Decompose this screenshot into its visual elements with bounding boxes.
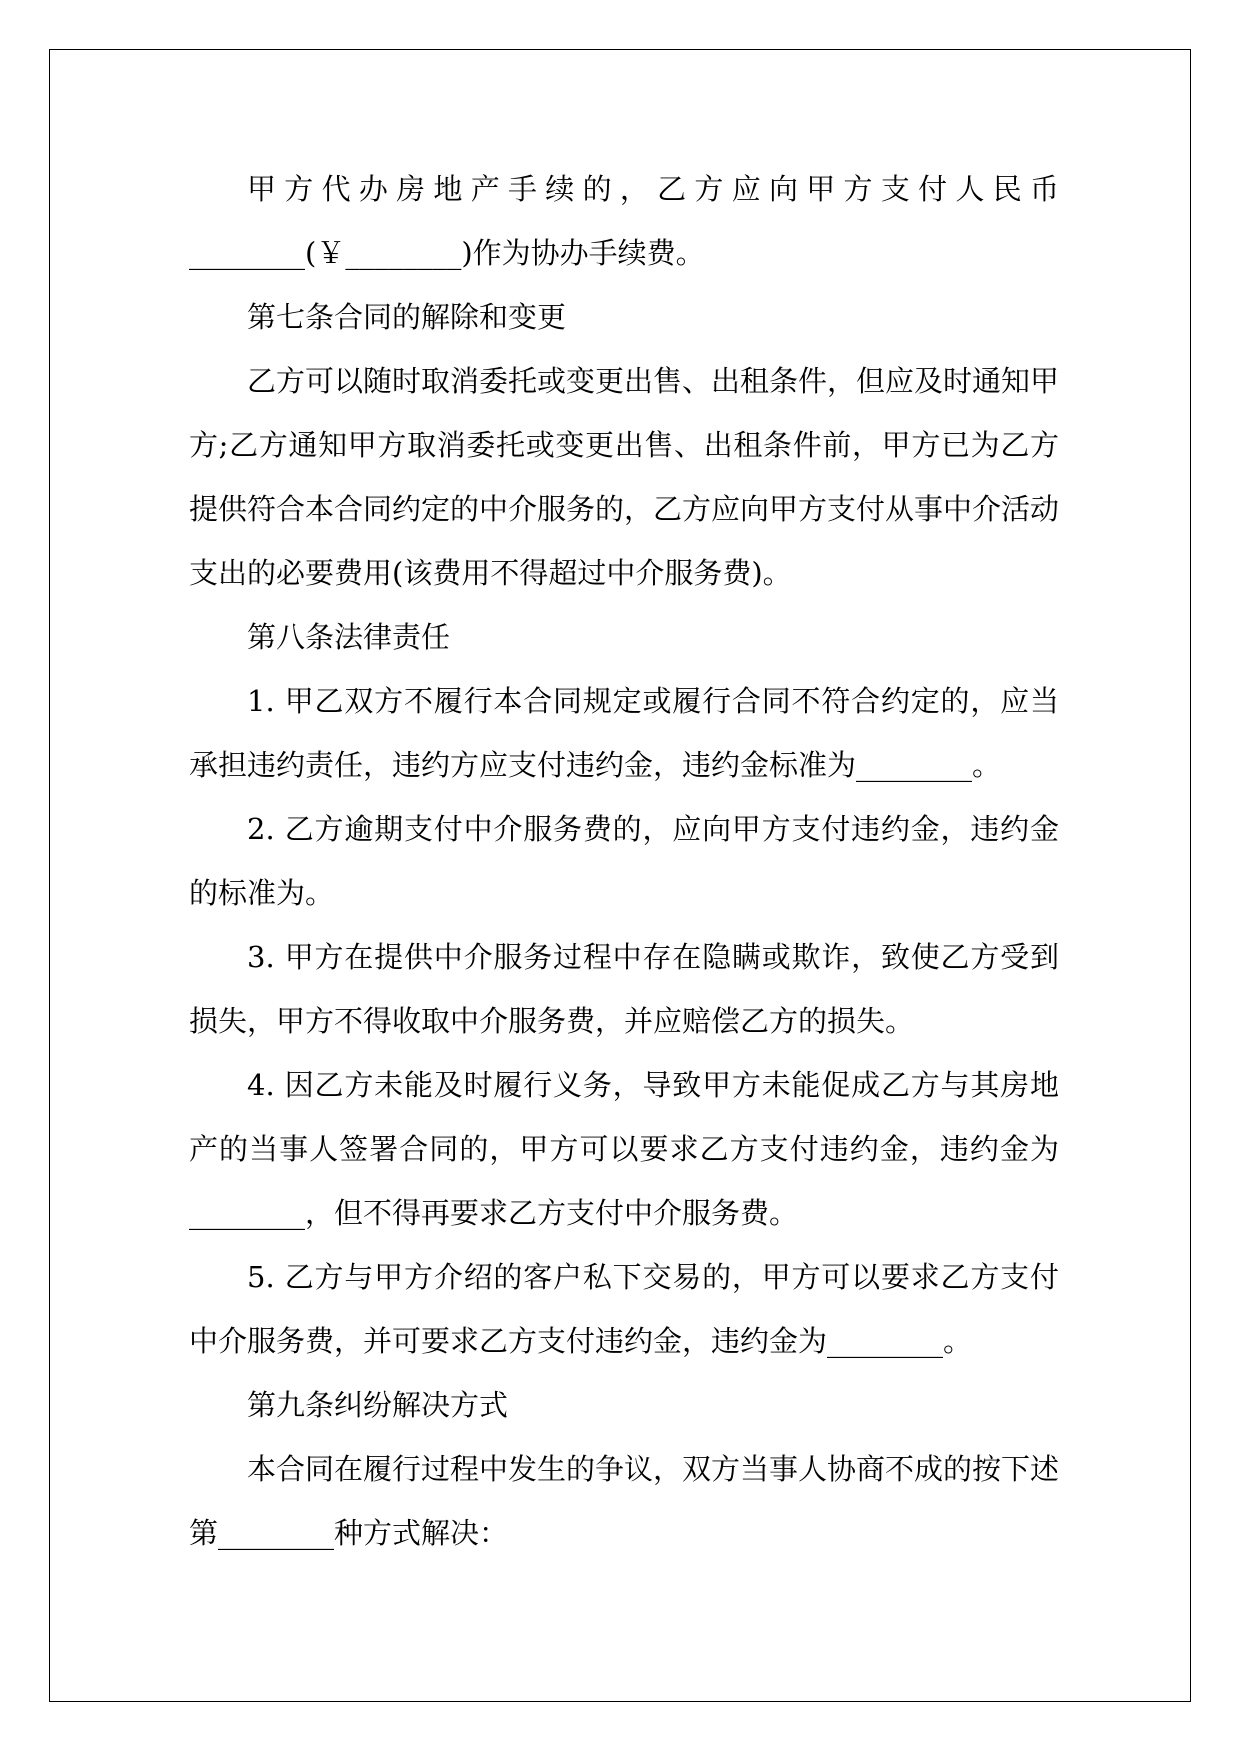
heading-article-7: 第七条合同的解除和变更	[247, 300, 567, 334]
document-body	[189, 157, 1059, 1565]
paragraph-dispute: 本合同在履行过程中发生的争议，双方当事人协商不成的按下述第________种方式解决：	[189, 1452, 1060, 1550]
heading-article-8: 第八条法律责任	[247, 620, 451, 654]
paragraph-liability-1: 1. 甲乙双方不履行本合同规定或履行合同不符合约定的，应当承担违约责任，违约方应支付违约金，违约金标准为________。	[189, 684, 1059, 782]
paragraph-liability-3: 3. 甲方在提供中介服务过程中存在隐瞒或欺诈，致使乙方受到损失，甲方不得收取中介服务费，并应赔偿乙方的损失。	[189, 940, 1059, 1038]
paragraph-liability-5: 5. 乙方与甲方介绍的客户私下交易的，甲方可以要求乙方支付中介服务费，并可要求乙方支付违约金，违约金为________。	[189, 1260, 1059, 1358]
paragraph-liability-4: 4. 因乙方未能及时履行义务，导致甲方未能促成乙方与其房地产的当事人签署合同的，甲方可以要求乙方支付违约金，违约金为________，但不得再要求乙方支付中介服务费。	[189, 1068, 1059, 1230]
heading-article-9: 第九条纠纷解决方式	[247, 1388, 509, 1422]
paragraph-liability-2: 2. 乙方逾期支付中介服务费的，应向甲方支付违约金，违约金的标准为。	[189, 812, 1059, 910]
paragraph-termination: 乙方可以随时取消委托或变更出售、出租条件，但应及时通知甲方;乙方通知甲方取消委托或变更出售、出租条件前，甲方已为乙方提供符合本合同约定的中介服务的，乙方应向甲方支付从事中介活动支出的必要费用(该费用不得超过中介服务费)。	[189, 364, 1060, 590]
paragraph-agency-fee: 甲方代办房地产手续的，乙方应向甲方支付人民币________(￥________)作为协办手续费。	[189, 172, 1059, 270]
